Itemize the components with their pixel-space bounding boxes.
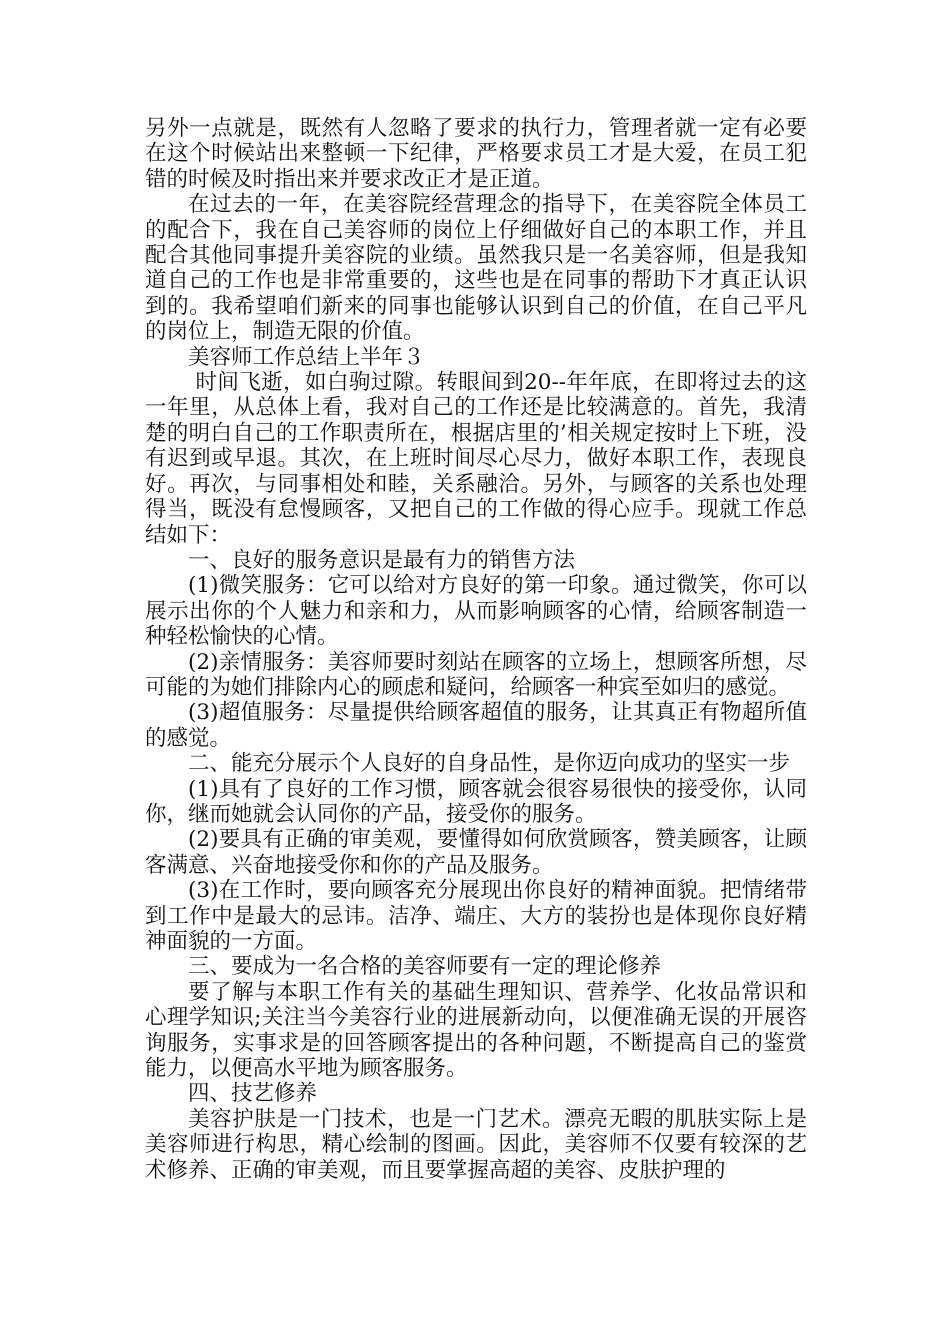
heading-4: 四、技艺修养 bbox=[188, 1081, 318, 1107]
item-1-2: (2)亲情服务：美容师要时刻站在顾客的立场上，想顾客所想，尽可能的为她们排除内心的顾虑和疑问，给顾客一种宾至如归的感觉。 bbox=[145, 649, 807, 700]
paragraph-skill: 美容护肤是一门技术，也是一门艺术。漂亮无暇的肌肤实际上是美容师进行构思，精心绘制的图画。因此，美容师不仅要有较深的艺术修养、正确的审美观，而且要掌握高超的美容、皮肤护理的 bbox=[145, 1106, 807, 1183]
item-1-1: (1)微笑服务：它可以给对方良好的第一印象。通过微笑，你可以展示出你的个人魅力和亲和力，从而影响顾客的心情，给顾客制造一种轻松愉快的心情。 bbox=[145, 573, 807, 650]
paragraph-intro: 时间飞逝，如白驹过隙。转眼间到20--年年底，在即将过去的这一年里，从总体上看，我对自己的工作还是比较满意的。首先，我清楚的明白自己的工作职责所在，根据店里的’相关规定按时上下班，没有迟到或早退。其次，在上班时间尽心尽力，做好本职工作，表现良好。再次，与同事相处和睦，关系融洽。另外，与顾客的关系也处理得当，既没有怠慢顾客，又把自己的工作做的得心应手。现就工作总结如下： bbox=[145, 370, 807, 548]
item-2-2: (2)要具有正确的审美观，要懂得如何欣赏顾客，赞美顾客，让顾客满意、兴奋地接受你和你的产品及服务。 bbox=[145, 827, 807, 878]
heading-2: 二、能充分展示个人良好的自身品性，是你迈向成功的坚实一步 bbox=[188, 751, 791, 777]
item-2-1: (1)具有了良好的工作习惯，顾客就会很容易很快的接受你，认同你，继而她就会认同你的产品，接受你的服务。 bbox=[145, 776, 807, 827]
item-2-3: (3)在工作时，要向顾客充分展现出你良好的精神面貌。把情绪带到工作中是最大的忌讳。洁净、端庄、大方的装扮也是体现你良好精神面貌的一方面。 bbox=[145, 878, 807, 954]
document-page bbox=[145, 116, 807, 1183]
section-title-3: 美容师工作总结上半年３ bbox=[188, 344, 425, 370]
heading-1: 一、良好的服务意识是最有力的销售方法 bbox=[188, 547, 576, 573]
paragraph-theory: 要了解与本职工作有关的基础生理知识、营养学、化妆品常识和心理学知识;关注当今美容行业的进展新动向，以便准确无误的开展咨询服务，实事求是的回答顾客提出的各种问题，不断提高自己的鉴赏能力，以便高水平地为顾客服务。 bbox=[145, 979, 807, 1082]
paragraph-1: 另外一点就是，既然有人忽略了要求的执行力，管理者就一定有必要在这个时候站出来整顿一下纪律，严格要求员工才是大爱，在员工犯错的时候及时指出来并要求改正才是正道。 bbox=[145, 116, 807, 192]
item-1-3: (3)超值服务：尽量提供给顾客超值的服务，让其真正有物超所值的感觉。 bbox=[145, 700, 807, 751]
heading-3: 三、要成为一名合格的美容师要有一定的理论修养 bbox=[188, 954, 662, 980]
paragraph-2: 在过去的一年，在美容院经营理念的指导下，在美容院全体员工的配合下，我在自己美容师的岗位上仔细做好自己的本职工作，并且配合其他同事提升美容院的业绩。虽然我只是一名美容师，但是我知道自己的工作也是非常重要的，这些也是在同事的帮助下才真正认识到的。我希望咱们新来的同事也能够认识到自己的价值，在自己平凡的岗位上，制造无限的价值。 bbox=[145, 192, 807, 345]
